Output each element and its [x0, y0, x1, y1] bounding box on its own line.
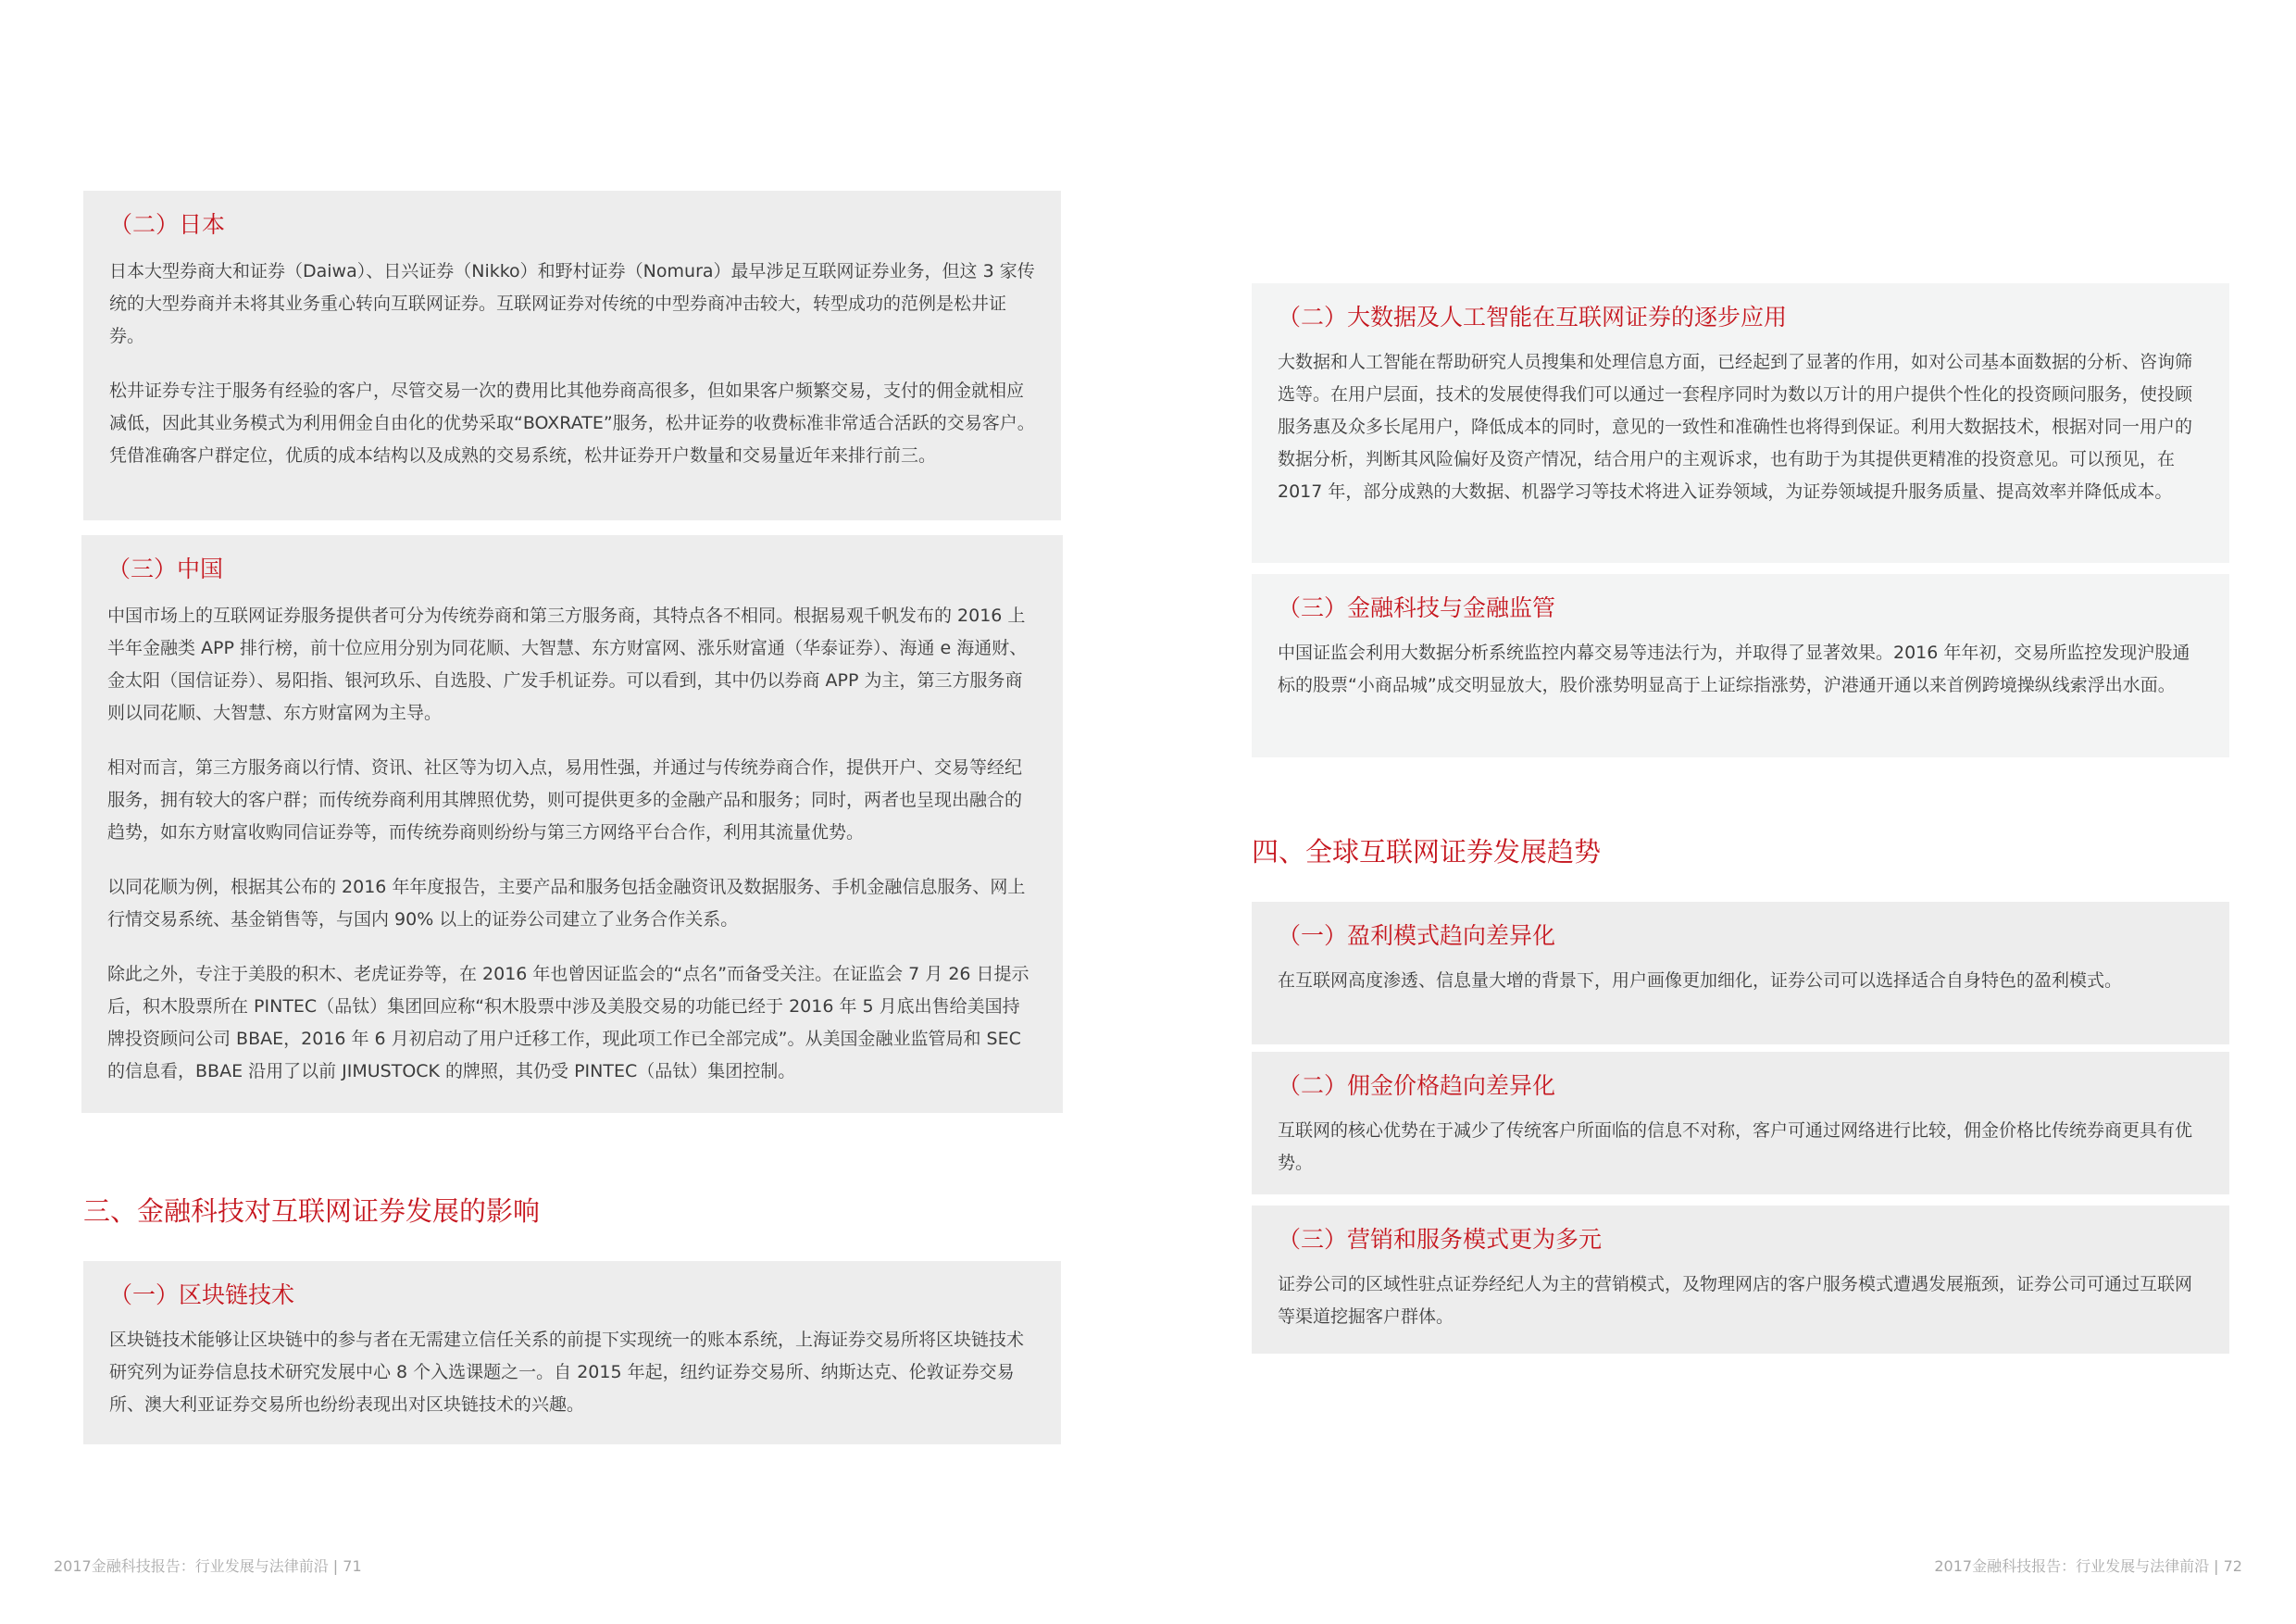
blockchain-paragraph-1: 区块链技术能够让区块链中的参与者在无需建立信任关系的前提下实现统一的账本系统，上海证券交易所将区块链技术研究列为证券信息技术研究发展中心 8 个入选课题之一。自 2015 年起，纽约证券交易所、纳斯达克、伦敦证券交易所、澳大利亚证券交易所也纷纷表现出对区块链技术的兴趣。	[109, 1330, 1025, 1415]
blockchain-title: （一）区块链技术	[109, 1281, 295, 1308]
marketing-paragraph-1: 证券公司的区域性驻点证券经纪人为主的营销模式，及物理网店的客户服务模式遭遇发展瓶颈，证券公司可通过互联网等渠道挖掘客户群体。	[1278, 1274, 2193, 1327]
china-box	[81, 535, 1063, 1113]
commission-body	[1278, 1115, 2203, 1180]
china-paragraph-4: 除此之外，专注于美股的积木、老虎证券等，在 2016 年也曾因证监会的“点名”而备受关注。在证监会 7 月 26 日提示后，积木股票所在 PINTEC（品钛）集团回应称“积木股票中涉及美股交易的功能已经于 2016 年 5 月底出售给美国持牌投资顾问公司 BBAE，2016 年 6 月初启动了用户迁移工作，现此项工作已全部完成”。从美国金融业监管局和 SEC 的信息看，BBAE 沿用了以前 JIMUSTOCK 的牌照，其仍受 PINTEC（品钛）集团控制。	[107, 964, 1029, 1081]
regulation-box	[1252, 574, 2229, 757]
profit-box	[1252, 902, 2229, 1044]
bigdata-body	[1278, 346, 2203, 508]
china-paragraph-2: 相对而言，第三方服务商以行情、资讯、社区等为切入点，易用性强，并通过与传统券商合作，提供开户、交易等经纪服务，拥有较大的客户群；而传统券商利用其牌照优势，则可提供更多的金融产品和服务；同时，两者也呈现出融合的趋势，如东方财富收购同信证券等，而传统券商则纷纷与第三方网络平台合作，利用其流量优势。	[107, 757, 1023, 843]
china-title: （三）中国	[107, 556, 224, 582]
bigdata-paragraph-1: 大数据和人工智能在帮助研究人员搜集和处理信息方面，已经起到了显著的作用，如对公司基本面数据的分析、咨询筛选等。在用户层面，技术的发展使得我们可以通过一套程序同时为数以万计的用户提供个性化的投资顾问服务，使投顾服务惠及众多长尾用户，降低成本的同时，意见的一致性和准确性也将得到保证。利用大数据技术，根据对同一用户的数据分析，判断其风险偏好及资产情况，结合用户的主观诉求，也有助于为其提供更精准的投资意见。可以预见，在 2017 年，部分成熟的大数据、机器学习等技术将进入证券领域，为证券领域提升服务质量、提高效率并降低成本。	[1278, 352, 2193, 502]
marketing-title: （三）营销和服务模式更为多元	[1278, 1226, 1603, 1253]
right-page-footer: 2017金融科技报告：行业发展与法律前沿 | 72	[1934, 1557, 2242, 1575]
section-four-title: 四、全球互联网证券发展趋势	[1252, 836, 1602, 868]
commission-title: （二）佣金价格趋向差异化	[1278, 1072, 1556, 1099]
marketing-body	[1278, 1268, 2203, 1333]
profit-paragraph-1: 在互联网高度渗透、信息量大增的背景下，用户画像更加细化，证券公司可以选择适合自身特色的盈利模式。	[1278, 970, 2123, 991]
japan-body	[109, 256, 1035, 472]
china-paragraph-1: 中国市场上的互联网证券服务提供者可分为传统券商和第三方服务商，其特点各不相同。根据易观千帆发布的 2016 上半年金融类 APP 排行榜，前十位应用分别为同花顺、大智慧、东方财富网、涨乐财富通（华泰证券）、海通 e 海通财、金太阳（国信证券）、易阳指、银河玖乐、自选股、广发手机证券。可以看到，其中仍以券商 APP 为主，第三方服务商则以同花顺、大智慧、东方财富网为主导。	[107, 606, 1028, 723]
japan-paragraph-1: 日本大型券商大和证券（Daiwa）、日兴证券（Nikko）和野村证券（Nomura）最早涉足互联网证券业务，但这 3 家传统的大型券商并未将其业务重心转向互联网证券。互联网证券对传统的中型券商冲击较大，转型成功的范例是松井证券。	[109, 261, 1035, 346]
regulation-body	[1278, 637, 2203, 702]
section-three-title: 三、金融科技对互联网证券发展的影响	[83, 1195, 541, 1227]
japan-box	[83, 191, 1061, 520]
commission-box	[1252, 1052, 2229, 1194]
bigdata-title: （二）大数据及人工智能在互联网证券的逐步应用	[1278, 304, 1788, 331]
profit-body	[1278, 965, 2203, 997]
japan-title: （二）日本	[109, 211, 226, 238]
china-paragraph-3: 以同花顺为例，根据其公布的 2016 年年度报告，主要产品和服务包括金融资讯及数据服务、手机金融信息服务、网上行情交易系统、基金销售等，与国内 90% 以上的证券公司建立了业务合作关系。	[107, 877, 1026, 930]
regulation-title: （三）金融科技与金融监管	[1278, 594, 1556, 621]
commission-paragraph-1: 互联网的核心优势在于减少了传统客户所面临的信息不对称，客户可通过网络进行比较，佣金价格比传统券商更具有优势。	[1278, 1120, 2193, 1173]
left-page-footer: 2017金融科技报告：行业发展与法律前沿 | 71	[54, 1557, 362, 1575]
profit-title: （一）盈利模式趋向差异化	[1278, 922, 1556, 949]
marketing-box	[1252, 1206, 2229, 1354]
japan-paragraph-2: 松井证券专注于服务有经验的客户，尽管交易一次的费用比其他券商高很多，但如果客户频繁交易，支付的佣金就相应减低，因此其业务模式为利用佣金自由化的优势采取“BOXRATE”服务，松井证券的收费标准非常适合活跃的交易客户。凭借准确客户群定位，优质的成本结构以及成熟的交易系统，松井证券开户数量和交易量近年来排行前三。	[109, 381, 1035, 466]
china-body	[107, 600, 1037, 1088]
blockchain-body	[109, 1324, 1035, 1421]
regulation-paragraph-1: 中国证监会利用大数据分析系统监控内幕交易等违法行为，并取得了显著效果。2016 年年初，交易所监控发现沪股通标的股票“小商品城”成交明显放大，股价涨势明显高于上证综指涨势，沪港通开通以来首例跨境操纵线索浮出水面。	[1278, 643, 2190, 695]
blockchain-box	[83, 1261, 1061, 1444]
bigdata-box	[1252, 283, 2229, 563]
